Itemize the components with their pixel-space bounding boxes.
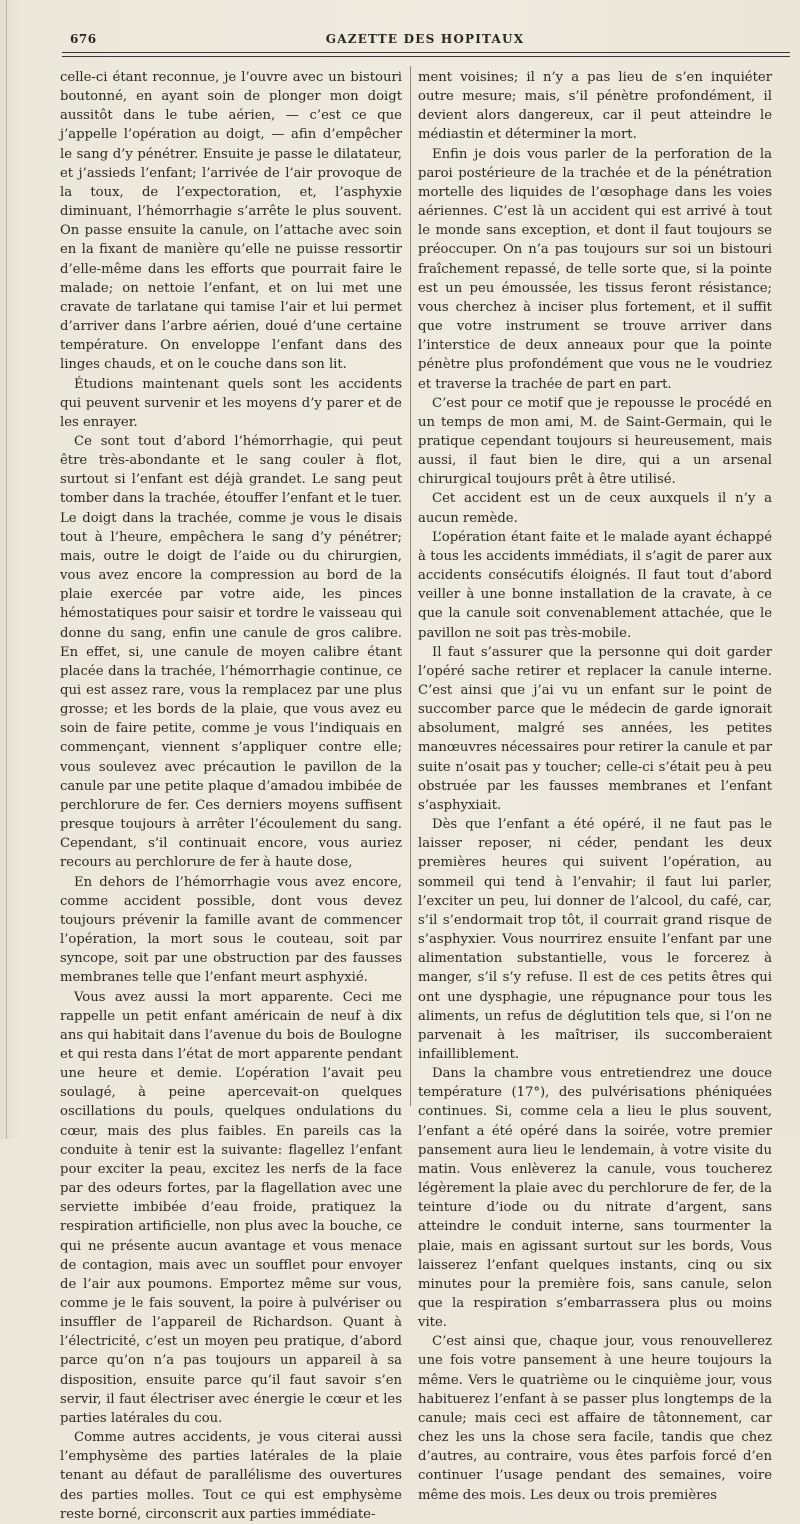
paragraph: ment voisines; il n’y a pas lieu de s’en inquiéter outre mesure; mais, s’il pénètre profondément, il devient alors dangereux, car il peut atteindre le médiastin et déterminer la mort. xyxy=(418,70,772,143)
header-rule-double xyxy=(62,56,790,57)
header-rule xyxy=(62,52,790,53)
right-column xyxy=(418,68,772,1503)
page-header xyxy=(60,30,790,50)
paragraph: Vous avez aussi la mort apparente. Ceci me rappelle un petit enfant américain de neuf à dix ans qui habitait dans l’avenue du bois de Boulogne et qui resta dans l’état de mort apparente pendant une heure et demie. L’opération l’avait peu soulagé, à peine apercevait-on quelques oscillations du pouls, quelques ondulations du cœur, mais des plus faibles. En pareils cas la conduite à tenir est la suivante: flagellez l’enfant pour exciter la peau, excitez les nerfs de la face par des odeurs fortes, par la flagellation avec une serviette imbibée d’eau froide, pratiquez la respiration artificielle, non plus avec la bouche, ce qui ne présente aucun avantage et vous menace de contagion, mais avec un soufflet pour envoyer de l’air aux poumons. Emportez même sur vous, comme je le fais souvent, la poire à pulvériser ou insuffler de l’appareil de Richardson. Quant à l’électricité, c’est un moyen peu pratique, d’abord parce qu’on n’a pas toujours un appareil à sa disposition, ensuite parce qu’il faut savoir s’en servir, il faut électriser avec énergie le cœur et les parties latérales du cou. xyxy=(60,989,402,1426)
paragraph: C’est ainsi que, chaque jour, vous renouvellerez une fois votre pansement à une heure toujours la même. Vers le quatrième ou le cinquième jour, vous habituerez l’enfant à se passer plus longtemps de la canule; mais ceci est affaire de tâtonnement, car chez les uns la chose sera facile, tandis que chez d’autres, au contraire, vous êtes parfois forcé d’en continuer l’usage pendant des semaines, voire même des mois. Les deux ou trois premières xyxy=(418,1334,772,1503)
paragraph: Cet accident est un de ceux auxquels il n’y a aucun remède. xyxy=(418,491,772,526)
paragraph: C’est pour ce motif que je repousse le procédé en un temps de mon ami, M. de Saint-Germain, qui le pratique cependant toujours si heureusement, mais aussi, il faut bien le dire, qui a un arsenal chirurgical toujours prêt à être utilisé. xyxy=(418,395,772,488)
paragraph: L’opération étant faite et le malade ayant échappé à tous les accidents immédiats, il s’agit de parer aux accidents consécutifs éloignés. Il faut tout d’abord veiller à une bonne installation de la cravate, à ce que la canule soit convenablement attachée, que le pavillon ne soit pas très-mobile. xyxy=(418,529,772,641)
paragraph: Enfin je dois vous parler de la perforation de la paroi postérieure de la trachée et de la pénétration mortelle des liquides de l’œsophage dans les voies aériennes. C’est là un accident qui est arrivé à tout le monde sans exception, et dont il faut toujours se préoccuper. On n’a pas toujours sur soi un bistouri fraîchement repassé, de telle sorte que, si la pointe est un peu émoussée, les tissus feront résistance; vous cherchez à inciser plus fortement, et il suffit que votre instrument se trouve arriver dans l’interstice de deux anneaux pour que la pointe pénètre plus profondément que vous ne le voudriez et traverse la trachée de part en part. xyxy=(418,146,772,392)
paragraph: Ce sont tout d’abord l’hémorrhagie, qui peut être très-abondante et le sang couler à flot, surtout si l’enfant est déjà grandet. Le sang peut tomber dans la trachée, étouffer l’enfant et le tuer. Le doigt dans la trachée, comme je vous le disais tout à l’heure, empêchera le sang d’y pénétrer; mais, outre le doigt de l’aide ou du chirurgien, vous avez encore la compression au bord de la plaie exercée par votre aide, les pinces hémostatiques pour saisir et tordre le vaisseau qui donne du sang, enfin une canule de gros calibre. En effet, si, une canule de moyen calibre étant placée dans la trachée, l’hémorrhagie continue, ce qui est assez rare, vous la remplacez par une plus grosse; et les bords de la plaie, que vous avez eu soin de faire petite, comme je vous l’indiquais en commençant, viennent s’appliquer contre elle; vous soulevez avec précaution le pavillon de la canule par une petite plaque d’amadou imbibée de perchlorure de fer. Ces derniers moyens suffisent presque toujours à arrêter l’écoulement du sang. Cependant, s’il continuait encore, vous auriez recours au perchlorure de fer à haute dose, xyxy=(60,433,402,871)
paragraph: Dès que l’enfant a été opéré, il ne faut pas le laisser reposer, ni céder, pendant les deux premières heures qui suivent l’opération, au sommeil qui tend à l’envahir; il faut lui parler, l’exciter un peu, lui donner de l’alcool, du café, car, s’il s’endormait trop tôt, il courrait grand risque de s’asphyxier. Vous nourrirez ensuite l’enfant par une alimentation substantielle, vous le forcerez à manger, s’il s’y refuse. Il est de ces petits êtres qui ont une dysphagie, une répugnance pour tous les aliments, un refus de déglutition tels que, si l’on ne parvenait à les maîtriser, ils succomberaient infailliblement. xyxy=(418,817,772,1062)
paragraph: Dans la chambre vous entretiendrez une douce température (17°), des pulvérisations phéniquées continues. Si, comme cela a lieu le plus souvent, l’enfant a été opéré dans la soirée, votre premier pansement aura lieu le lendemain, à votre visite du matin. Vous enlèverez la canule, vous toucherez légèrement la plaie avec du perchlorure de fer, de la teinture d’iode ou du nitrate d’argent, sans atteindre le conduit interne, sans tourmenter la plaie, mais en agissant surtout sur les bords, Vous laisserez l’enfant quelques instants, cinq ou six minutes pour la première fois, sans canule, selon que la respiration s’embarrassera plus ou moins vite. xyxy=(418,1066,772,1331)
page-number: 676 xyxy=(70,32,97,46)
paragraph: celle-ci étant reconnue, je l’ouvre avec un bistouri boutonné, en ayant soin de plonger mon doigt aussitôt dans le tube aérien, — c’est ce que j’appelle l’opération au doigt, — afin d’empêcher le sang d’y pénétrer. Ensuite je passe le dilatateur, et j’assieds l’enfant; l’arrivée de l’air provoque de la toux, de l’expectoration, et, l’asphyxie diminuant, l’hémorrhagie s’arrête le plus souvent. On passe ensuite la canule, on l’attache avec soin en la fixant de manière qu’elle ne puisse ressortir d’elle-même dans les efforts que pourrait faire le malade; on nettoie l’enfant, et on lui met une cravate de tarlatane qui tamise l’air et lui permet d’arriver dans l’arbre aérien, doué d’une certaine température. On enveloppe l’enfant dans des linges chauds, et on le couche dans son lit. xyxy=(60,70,402,373)
column-divider xyxy=(410,66,411,1106)
paragraph: Il faut s’assurer que la personne qui doit garder l’opéré sache retirer et replacer la canule interne. C’est ainsi que j’ai vu un enfant sur le point de succomber parce que le médecin de garde ignorait absolument, malgré ses années, les petites manœuvres nécessaires pour retirer la canule et par suite n’osait pas y toucher; celle-ci s’était peu à peu obstruée par les fausses membranes et l’enfant s’asphyxiait. xyxy=(418,644,772,813)
binding-edge xyxy=(6,0,7,1139)
paragraph: Comme autres accidents, je vous citerai aussi l’emphysème des parties latérales de la plaie tenant au défaut de parallélisme des ouvertures des parties molles. Tout ce qui est emphysème reste borné, circonscrit aux parties immédiate- xyxy=(60,1430,402,1522)
paragraph: Étudions maintenant quels sont les accidents qui peuvent survenir et les moyens d’y parer et de les enrayer. xyxy=(60,376,402,430)
running-title: GAZETTE DES HOPITAUX xyxy=(325,32,525,46)
left-column xyxy=(60,68,402,1522)
paragraph: En dehors de l’hémorrhagie vous avez encore, comme accident possible, dont vous devez toujours prévenir la famille avant de commencer l’opération, la mort sous le couteau, soit par syncope, soit par une obstruction par des fausses membranes telle que l’enfant meurt asphyxié. xyxy=(60,874,402,986)
